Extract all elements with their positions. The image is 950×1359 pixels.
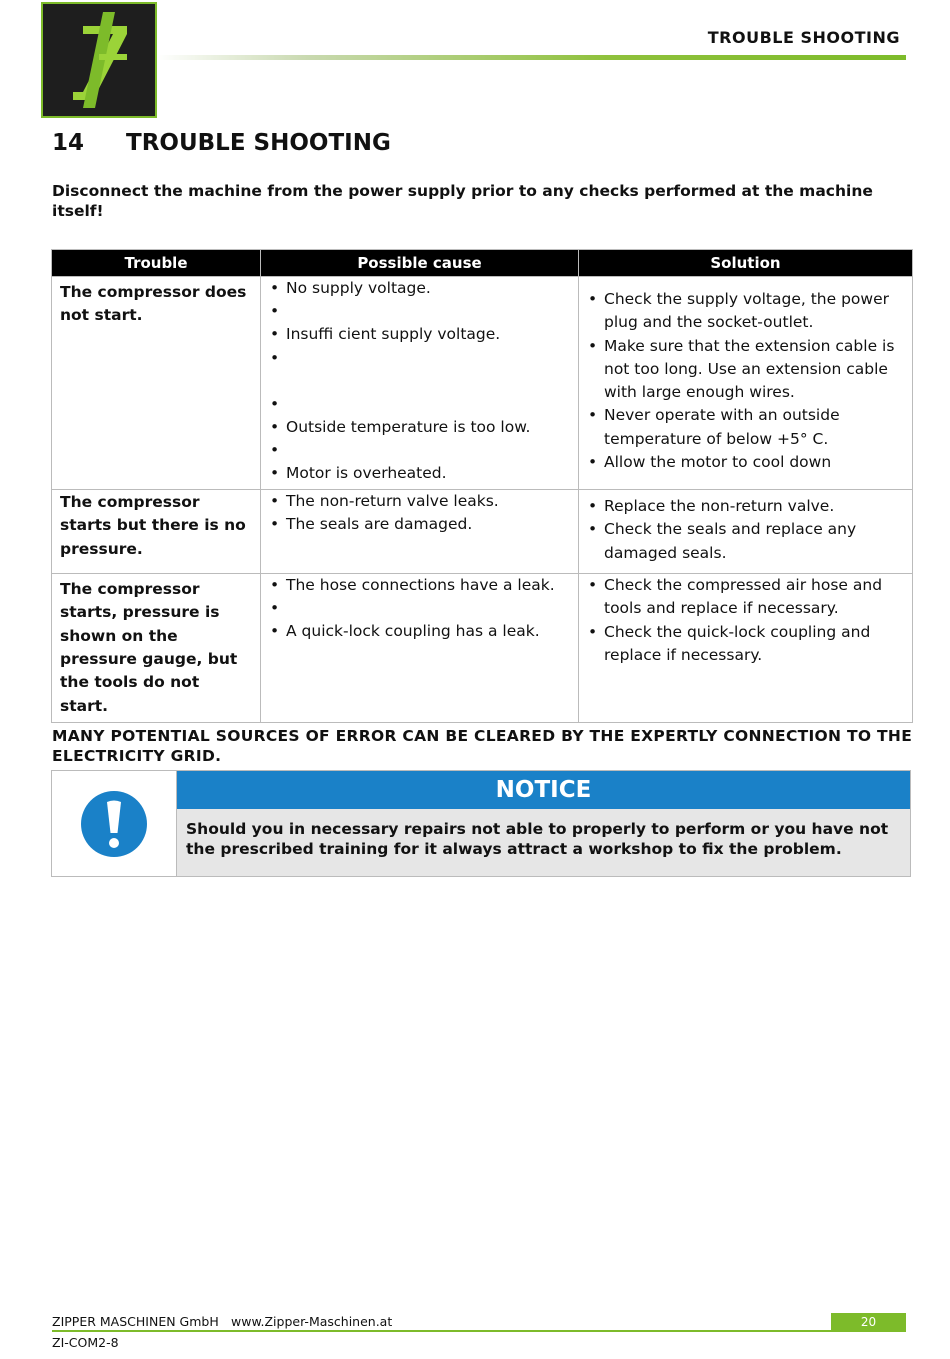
trouble-cell: The compressor starts but there is no pressure. [52,490,261,574]
list-item: • Check the compressed air hose and tools and replace if necessary. [587,574,904,621]
footer-url: www.Zipper-Maschinen.at [231,1314,393,1329]
list-item: • The seals are damaged. [269,513,570,536]
section-title: TROUBLE SHOOTING [126,130,391,156]
table-row [52,490,913,574]
list-item: • Insuffi cient supply voltage. [269,323,570,346]
list-item: • Check the seals and replace any damaged seals. [587,518,904,565]
list-item: • No supply voltage. [269,277,570,300]
power-warning: Disconnect the machine from the power supply prior to any checks performed at the machine itself! [52,182,873,220]
trouble-cell: The compressor does not start. [52,277,261,490]
list-item: • Make sure that the extension cable is not too long. Use an extension cable with large enough wires. [587,335,904,405]
header-possible-cause: Possible cause [261,250,579,277]
footer-model: ZI-COM2-8 [52,1335,119,1350]
notice-title: NOTICE [177,771,910,809]
trouble-cell: The compressor starts, pressure is shown on the pressure gauge, but the tools do not start. [52,574,261,723]
notice-text: Should you in necessary repairs not able to properly to perform or you have not the prescribed training for it always attract a workshop to fix the problem. [177,809,910,876]
header-title: TROUBLE SHOOTING [707,28,900,47]
cause-cell [261,490,579,574]
list-item: • A quick-lock coupling has a leak. [269,620,570,643]
spacer [269,597,570,620]
list-item: • Allow the motor to cool down [587,451,904,474]
header-trouble: Trouble [52,250,261,277]
page-number: 20 [831,1313,906,1331]
z-logo-icon [43,4,155,116]
table-row [52,277,913,490]
zipper-logo [41,2,157,118]
cause-cell [261,574,579,723]
notice-icon-cell [52,771,177,876]
notice-box [51,770,911,877]
table-row [52,574,913,723]
footer-divider [52,1330,906,1332]
list-item: • Check the quick-lock coupling and replace if necessary. [587,621,904,668]
list-item: • Check the supply voltage, the power plug and the socket-outlet. [587,288,904,335]
solution-cell [579,490,913,574]
list-item: • The non-return valve leaks. [269,490,570,513]
solution-cell [579,574,913,723]
spacer [269,439,570,462]
grid-connection-note: MANY POTENTIAL SOURCES OF ERROR CAN BE CLEARED BY THE EXPERTLY CONNECTION TO THE ELECTRICITY GRID. [52,727,913,765]
notice-content [177,771,910,876]
section-number: 14 [52,130,85,156]
solution-cell [579,277,913,490]
table-header-row [52,250,913,277]
spacer [269,347,570,393]
list-item: • Outside temperature is too low. [269,416,570,439]
cause-cell [261,277,579,490]
footer-company: ZIPPER MASCHINEN GmbH [52,1314,219,1329]
header-divider [157,55,906,60]
header-solution: Solution [579,250,913,277]
trouble-table [51,249,913,723]
list-item: • Replace the non-return valve. [587,495,904,518]
list-item: • The hose connections have a leak. [269,574,570,597]
spacer [269,300,570,323]
list-item: • Motor is overheated. [269,462,570,485]
section-heading [52,130,391,156]
exclamation-circle-icon [80,790,148,858]
list-item: • Never operate with an outside temperature of below +5° C. [587,404,904,451]
